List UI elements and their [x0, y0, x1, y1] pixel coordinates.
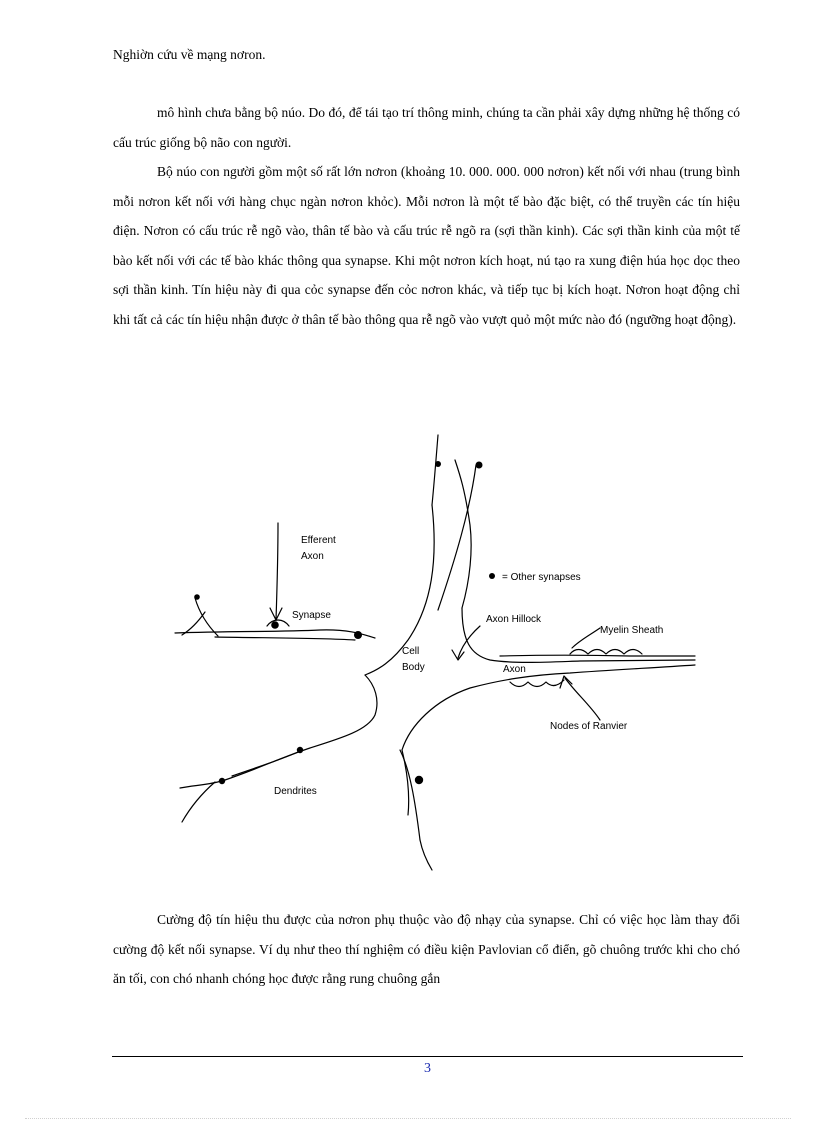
running-header: Nghiờn cứu về mạng nơron.	[113, 47, 266, 62]
label-synapse: Synapse	[292, 610, 331, 621]
synapse-dot	[476, 462, 483, 469]
label-axon-small: Axon	[301, 551, 324, 562]
synapse-dot	[415, 776, 423, 784]
neuron-diagram	[170, 430, 705, 875]
label-nodes-of-ranvier: Nodes of Ranvier	[550, 721, 628, 732]
dendrite-top-upper	[455, 460, 471, 608]
body-text-top	[113, 98, 740, 334]
synapse-dot	[354, 631, 362, 639]
label-efferent: Efferent	[301, 535, 336, 546]
label-myelin-sheath: Myelin Sheath	[600, 625, 664, 636]
legend-dot	[489, 573, 495, 579]
label-body: Body	[402, 662, 425, 673]
label-other-synapses: = Other synapses	[502, 572, 581, 583]
dendrite-lower-2	[232, 752, 298, 776]
dendrite-lower-left	[180, 780, 225, 788]
synapse-dot	[219, 778, 225, 784]
synapse-dot	[271, 621, 279, 629]
body-text-bottom	[113, 905, 740, 994]
axon-upper	[500, 655, 695, 656]
dendrite-upper-left-inner	[215, 637, 355, 640]
paragraph: Cường độ tín hiệu thu được của nơron phụ thuộc vào độ nhạy của synapse. Chỉ có việc học làm thay đổi cường độ kết nối synapse. Ví dụ như theo thí nghiệm có điều kiện Pavlovian cổ điển, gõ chuông trước khi cho chó ăn tối, con chó nhanh chóng học được rằng rung chuông gắn	[113, 912, 740, 986]
label-dendrites: Dendrites	[274, 786, 317, 797]
ranvier-leader	[565, 678, 600, 720]
synapse-dot	[194, 594, 200, 600]
ranvier-arrow	[560, 676, 572, 688]
efferent-axon	[276, 523, 278, 620]
dendrite-bottom-left	[402, 750, 409, 815]
dendrite-top-branch	[432, 435, 438, 505]
paragraph: mô hình chưa bằng bộ núo. Do đó, để tái tạo trí thông minh, chúng ta cần phải xây dựng những hệ thống có cấu trúc giống bộ não con người.	[113, 105, 740, 150]
label-axon-hillock: Axon Hillock	[486, 614, 542, 625]
myelin-bumps-bottom	[510, 680, 564, 687]
page-number: 3	[424, 1061, 431, 1076]
myelin-leader	[572, 628, 600, 648]
dendrite-tiny-branch	[182, 612, 205, 635]
page-bottom-border	[25, 1118, 791, 1119]
dendrite-top-left	[365, 505, 434, 675]
synapse-dot	[297, 747, 303, 753]
label-cell: Cell	[402, 646, 420, 657]
dendrite-small-branch	[195, 598, 218, 636]
cell-body-bottom	[400, 750, 420, 840]
cell-body-lower-right	[402, 665, 695, 750]
myelin-bumps-top	[570, 650, 642, 655]
cell-body-left	[225, 675, 377, 780]
footer-divider	[112, 1056, 743, 1057]
label-axon: Axon	[503, 664, 526, 675]
paragraph: Bộ núo con người gồm một số rất lớn nơron (khoảng 10. 000. 000. 000 nơron) kết nối với nhau (trung bình mỗi nơron kết nối với hàng chục ngàn nơron khỏc). Mỗi nơron là một tế bào đặc biệt, có thể truyền các tín hiệu điện. Nơron có cấu trúc rễ ngõ vào, thân tế bào và cấu trúc rễ ngõ ra (sợi thần kinh). Các sợi thần kinh của một tế bào kết nối với các tế bào khác thông qua synapse. Khi một nơron kích hoạt, nú tạo ra xung điện húa học dọc theo sợi thần kinh. Tín hiệu này đi qua cỏc synapse đến cỏc nơron khác, và tiếp tục bị kích hoạt. Nơron hoạt động chỉ khi tất cả các tín hiệu nhận được ở thân tế bào thông qua rễ ngõ vào vượt quỏ một mức nào đó (ngưỡng hoạt động).	[113, 164, 740, 327]
dendrite-top-right	[438, 465, 476, 610]
dendrite-bottom	[420, 840, 432, 870]
dendrite-upper-left	[175, 630, 375, 638]
dendrite-lower-mid	[182, 782, 215, 822]
synapse-dot	[435, 461, 441, 467]
